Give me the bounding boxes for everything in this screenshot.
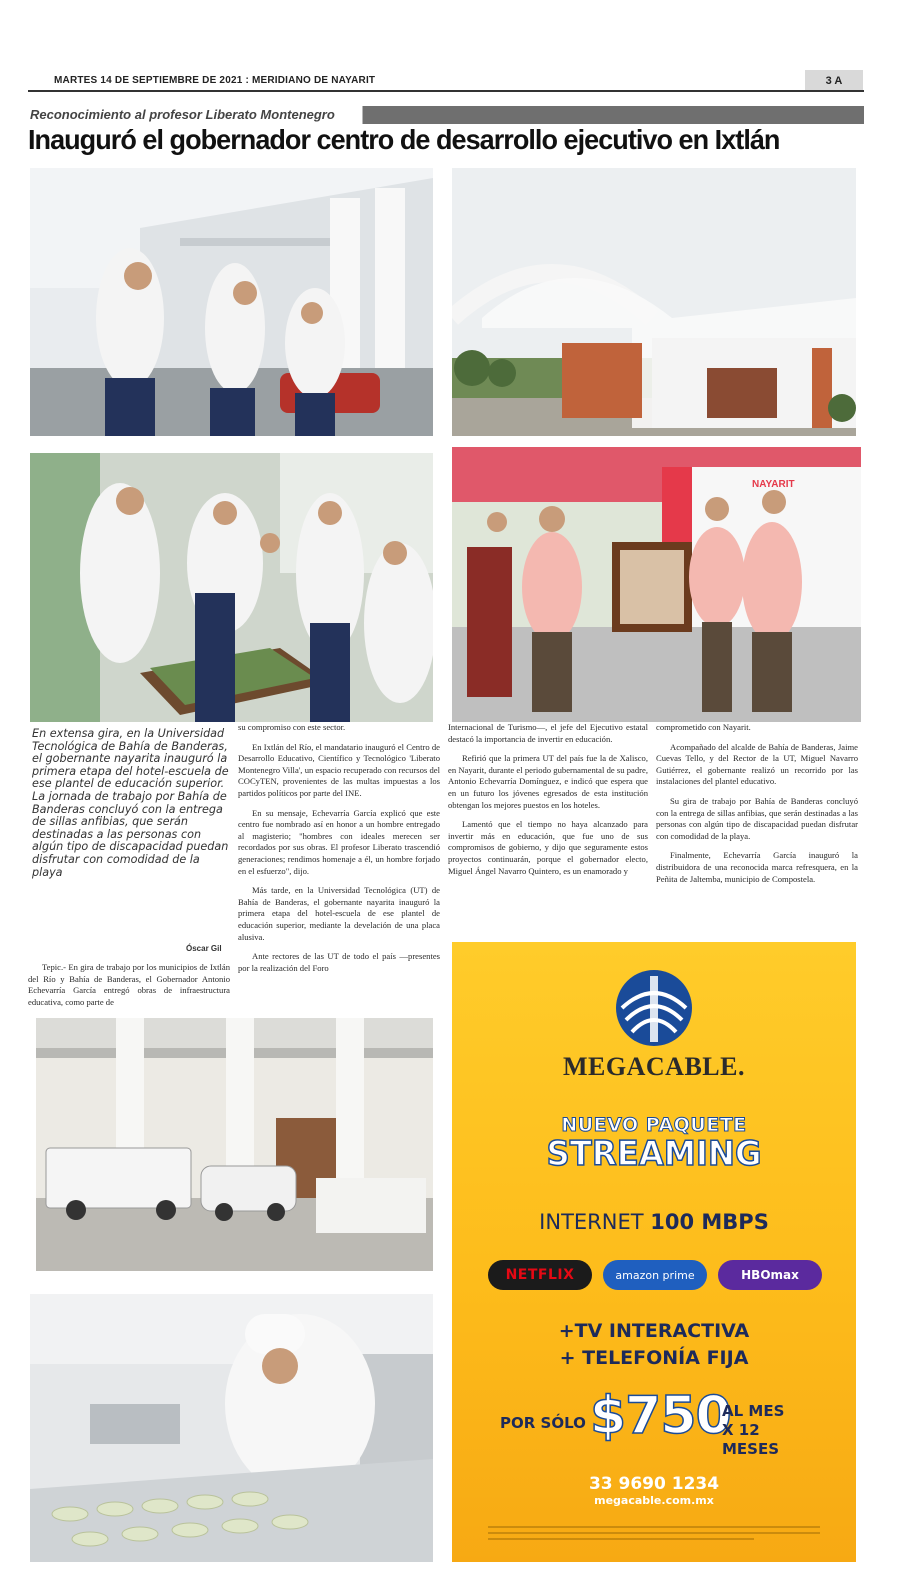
paragraph: Acompañado del alcalde de Bahía de Banderas, Jaime Cuevas Tello, y del Rector de la UT, Miguel Navarro Gutiérrez, el gobernante realizó un recorrido por las instalaciones del plantel educativo.	[656, 741, 858, 787]
ad-meses: X 12 MESES	[722, 1421, 780, 1458]
paragraph: Ante rectores de las UT de todo el país —presentes por la realización del Foro	[238, 951, 440, 973]
photo-chef	[30, 1294, 433, 1562]
paragraph: Más tarde, en la Universidad Tecnológica (UT) de Bahía de Banderas, el gobernante nayarita inauguró la primera etapa del hotel-escuela de ese plantel de educación superior, mediante la develación de una placa alusiva.	[238, 885, 440, 942]
ad-headline-1: NUEVO PAQUETE	[561, 1114, 747, 1136]
paragraph: Tepic.- En gira de trabajo por los municipios de Ixtlán del Río y Bahía de Banderas, el Gobernador Antonio Echevarría García entregó obras de infraestructura educativa, como parte de	[28, 962, 230, 1007]
kicker: Reconocimiento al profesor Liberato Montenegro	[30, 107, 335, 122]
article-col-3	[448, 722, 648, 885]
ad-price: $750	[590, 1386, 731, 1446]
ad-fine-print	[488, 1526, 820, 1544]
article-col-2	[238, 722, 440, 982]
byline: Óscar Gil	[186, 944, 222, 953]
photo-officials-walking	[30, 168, 433, 436]
paragraph: Refirió que la primera UT del país fue la de Xalisco, en Nayarit, durante el periodo gubernamental de su padre, Antonio Echevarría Domínguez, e indicó que espera que en un futuro los jóvenes egresados de esta institución obtengan los mejores puestos en los hoteles.	[448, 753, 648, 810]
masthead: MARTES 14 DE SEPTIEMBRE DE 2021 : MERIDIANO DE NAYARIT	[54, 75, 376, 86]
megacable-globe-icon	[614, 968, 694, 1048]
megacable-ad[interactable]	[452, 942, 856, 1562]
ad-internet-speed: 100 MBPS	[650, 1210, 769, 1234]
ad-logos	[488, 1260, 822, 1290]
ad-services	[452, 1318, 856, 1372]
ad-headline-2: STREAMING	[546, 1134, 762, 1174]
article-col-1	[28, 962, 230, 1016]
ad-period	[722, 1402, 820, 1459]
ad-al-mes: AL MES	[722, 1402, 785, 1420]
hbomax-logo: HBOmax	[718, 1260, 822, 1290]
photo-building	[452, 168, 856, 436]
photo-parking	[36, 1018, 433, 1271]
paragraph: Internacional de Turismo—, el jefe del Ejecutivo estatal destacó la importancia de invertir en educación.	[448, 722, 648, 744]
paragraph: Finalmente, Echevarría García inauguró la distribuidora de una reconocida marca refresquera, en la Peñita de Jaltemba, municipio de Compostela.	[656, 850, 858, 884]
paragraph: Lamentó que el tiempo no haya alcanzado para invertir más en educación, que fue uno de sus compromisos de gobierno, y dijo que seguramente estos proyectos continuarán, porque el gobernador electo, Miguel Ángel Navarro Quintero, es un enamorado y	[448, 819, 648, 876]
ad-tv-line: +TV INTERACTIVA	[558, 1320, 750, 1342]
article-col-4	[656, 722, 858, 893]
header-rule	[28, 90, 864, 92]
banner-text: NAYARIT	[752, 479, 795, 490]
paragraph: Su gira de trabajo por Bahía de Banderas concluyó con la entrega de sillas anfibias, que serán destinadas a las personas con algún tipo de discapacidad puedan disfrutar con comodidad de la playa.	[656, 795, 858, 841]
paragraph: En Ixtlán del Río, el mandatario inauguró el Centro de Desarrollo Educativo, Científico y Tecnológico 'Liberato Montenegro Villa', un espacio recuperado con recursos del COCyTEN, provenientes de las multas impuestas a los partidos políticos por parte del INE.	[238, 741, 440, 798]
ad-phone-line: + TELEFONÍA FIJA	[559, 1347, 749, 1369]
ad-url[interactable]: megacable.com.mx	[594, 1494, 714, 1507]
netflix-logo: NETFLIX	[488, 1260, 592, 1290]
ad-price-row	[500, 1386, 820, 1456]
headline: Inauguró el gobernador centro de desarrollo ejecutivo en Ixtlán	[28, 124, 780, 155]
paragraph: su compromiso con este sector.	[238, 722, 346, 732]
article-lead: En extensa gira, en la Universidad Tecnológica de Bahía de Banderas, el gobernante nayarita inauguró la primera etapa del hotel-escuela de ese plantel de educación superior. La jornada de trabajo por Bahía de Banderas concluyó con la entrega de sillas anfibias, que serán destinadas a las personas con algún tipo de discapacidad puedan disfrutar con comodidad de la playa	[32, 727, 229, 879]
page-number: 3 A	[805, 70, 863, 92]
amazon-prime-logo: amazon prime	[603, 1260, 707, 1290]
ad-por-solo: POR SÓLO	[500, 1414, 586, 1432]
photo-scale-model	[30, 453, 433, 722]
ad-internet	[452, 1210, 856, 1234]
ad-phone[interactable]: 33 9690 1234	[588, 1474, 720, 1494]
photo-plaque-unveiling	[452, 447, 861, 722]
paragraph: En su mensaje, Echevarría García explicó que este centro fue nombrado así en honor a un hombre entregado al magisterio; "hombres con ideales merecen ser recordados por sus obras. El profesor Liberato trascendió generaciones; rendimos homenaje a él, un hombre forjado en el esfuerzo", dijo.	[238, 807, 440, 876]
ad-brand: MEGACABLE.	[563, 1052, 745, 1081]
ad-internet-prefix: INTERNET	[539, 1210, 651, 1234]
paragraph: comprometido con Nayarit.	[656, 722, 751, 732]
